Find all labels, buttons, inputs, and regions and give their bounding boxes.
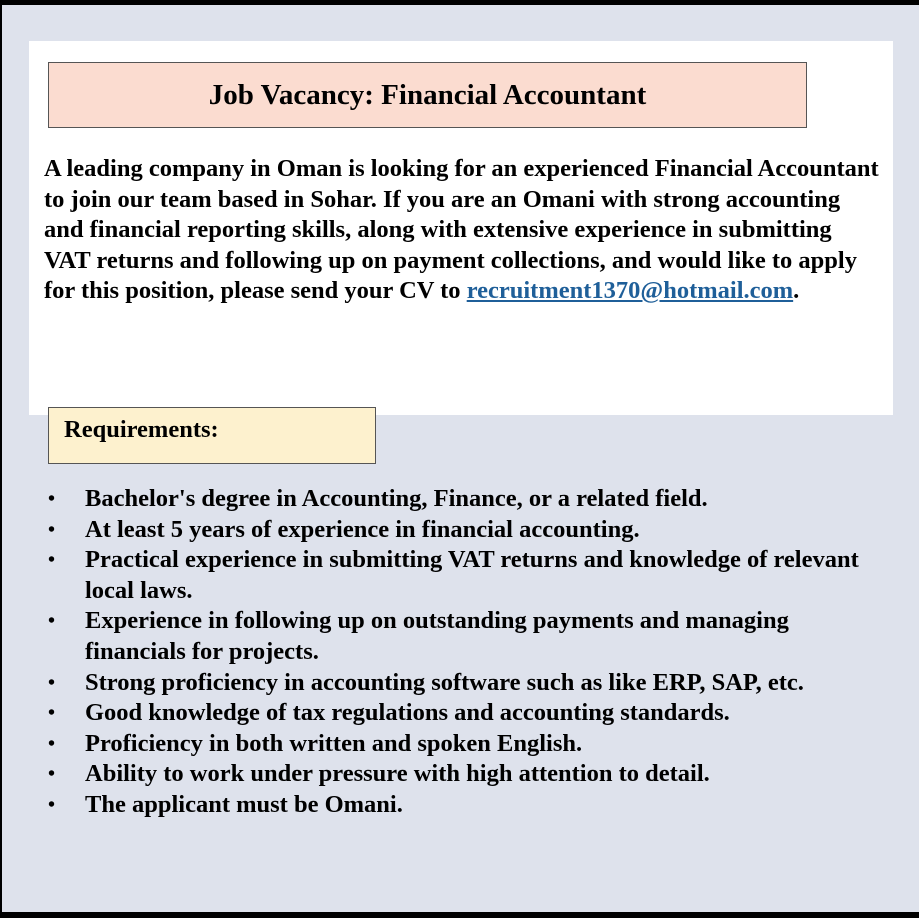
list-item [44,790,894,821]
intro-paragraph [44,154,879,307]
requirements-list [44,484,894,821]
bullet-icon: • [48,702,56,725]
list-item-text: Practical experience in submitting VAT returns and knowledge of relevant local laws. [85,546,859,604]
list-item [44,515,894,546]
list-item-text: Experience in following up on outstanding payments and managing financials for projects. [85,607,789,665]
list-item-text: The applicant must be Omani. [85,790,403,818]
list-item-text: Proficiency in both written and spoken English. [85,729,583,757]
bullet-icon: • [48,610,56,633]
list-item-text: Good knowledge of tax regulations and accounting standards. [85,699,730,727]
list-item [44,606,894,667]
list-item [44,759,894,790]
email-link[interactable]: recruitment1370@hotmail.com [466,277,794,305]
requirements-heading-box [48,407,376,464]
intro-end: . [793,277,800,305]
list-item-text: Bachelor's degree in Accounting, Finance, or a related field. [85,485,708,512]
requirements-heading: Requirements: [64,416,219,443]
bullet-icon: • [48,518,56,541]
bullet-icon: • [48,793,56,816]
list-item [44,484,894,515]
list-item [44,545,894,606]
bullet-icon: • [48,488,56,510]
list-item-text: Ability to work under pressure with high attention to detail. [85,760,710,788]
list-item [44,729,894,760]
list-item [44,698,894,729]
bullet-icon: • [48,549,56,572]
list-item [44,668,894,699]
page-title: Job Vacancy: Financial Accountant [208,78,647,111]
intro-text: A leading company in Oman is looking for an experienced Financial Accountant to join our team based in Sohar. If you are an Omani with strong accounting and financial reporting skills, along with extensive experience in submitting VAT returns and following up on payment collections, and would like to apply for this position, please send your CV to [44,155,879,305]
list-item-text: Strong proficiency in accounting software such as like ERP, SAP, etc. [85,668,804,696]
bullet-icon: • [48,671,56,694]
title-box [48,62,807,128]
bullet-icon: • [48,763,56,786]
list-item-text: At least 5 years of experience in financial accounting. [85,515,640,543]
bullet-icon: • [48,732,56,755]
